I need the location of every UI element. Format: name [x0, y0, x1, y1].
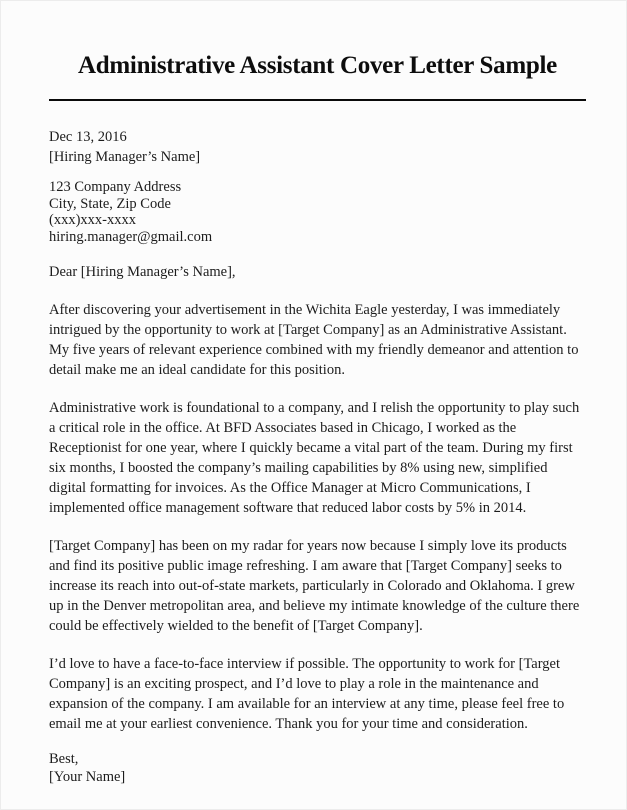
letter-paragraph-company-fit: [Target Company] has been on my radar for years now because I simply love its products and find its positive public image refreshing. I am aware that [Target Company] seeks to increase its reach into out-of-state markets, particularly in Colorado and Oklahoma. I grew up in the Denver metropolitan area, and believe my intimate knowledge of the culture there could be effectively wielded to the benefit of [Target Company]. [49, 538, 580, 634]
closing: Best, [49, 751, 79, 767]
salutation: Dear [Hiring Manager’s Name], [49, 264, 236, 280]
address-line-street: 123 Company Address [49, 179, 182, 195]
letter-paragraph-call-to-action: I’d love to have a face-to-face interview if possible. The opportunity to work for [Target Company] is an exciting prospect, and I’d love to play a role in the maintenance and expansion of the company. I am available for an interview at any time, please feel free to email me at your earliest convenience. Thank you for your time and consideration. [49, 656, 565, 732]
closing-block [49, 750, 586, 786]
signature: [Your Name] [49, 769, 126, 785]
title-divider [49, 99, 586, 101]
address-line-city: City, State, Zip Code [49, 195, 171, 212]
cover-letter [49, 127, 586, 786]
page-title: Administrative Assistant Cover Letter Sample [78, 52, 557, 79]
address-line-email: hiring.manager@gmail.com [49, 228, 213, 245]
date-recipient-block [49, 127, 586, 167]
recipient-line: [Hiring Manager’s Name] [49, 149, 201, 165]
letter-paragraph-experience: Administrative work is foundational to a company, and I relish the opportunity to play such a critical role in the office. At BFD Associates based in Chicago, I worked as the Receptionist for one year, where I quickly became a vital part of the team. During my first six months, I boosted the company’s mailing capabilities by 8% using new, simplified digital formatting for invoices. As the Office Manager at Micro Communications, I implemented office management software that reduced labor costs by 5% in 2014. [49, 400, 580, 516]
address-block [49, 179, 586, 245]
address-line-phone: (xxx)xxx-xxxx [49, 212, 136, 228]
page-content [1, 51, 627, 786]
letter-paragraph-intro: After discovering your advertisement in the Wichita Eagle yesterday, I was immediately intrigued by the opportunity to work at [Target Company] as an Administrative Assistant. My five years of relevant experience combined with my friendly demeanor and attention to detail make me an ideal candidate for this position. [49, 302, 579, 378]
date-line: Dec 13, 2016 [49, 129, 127, 145]
